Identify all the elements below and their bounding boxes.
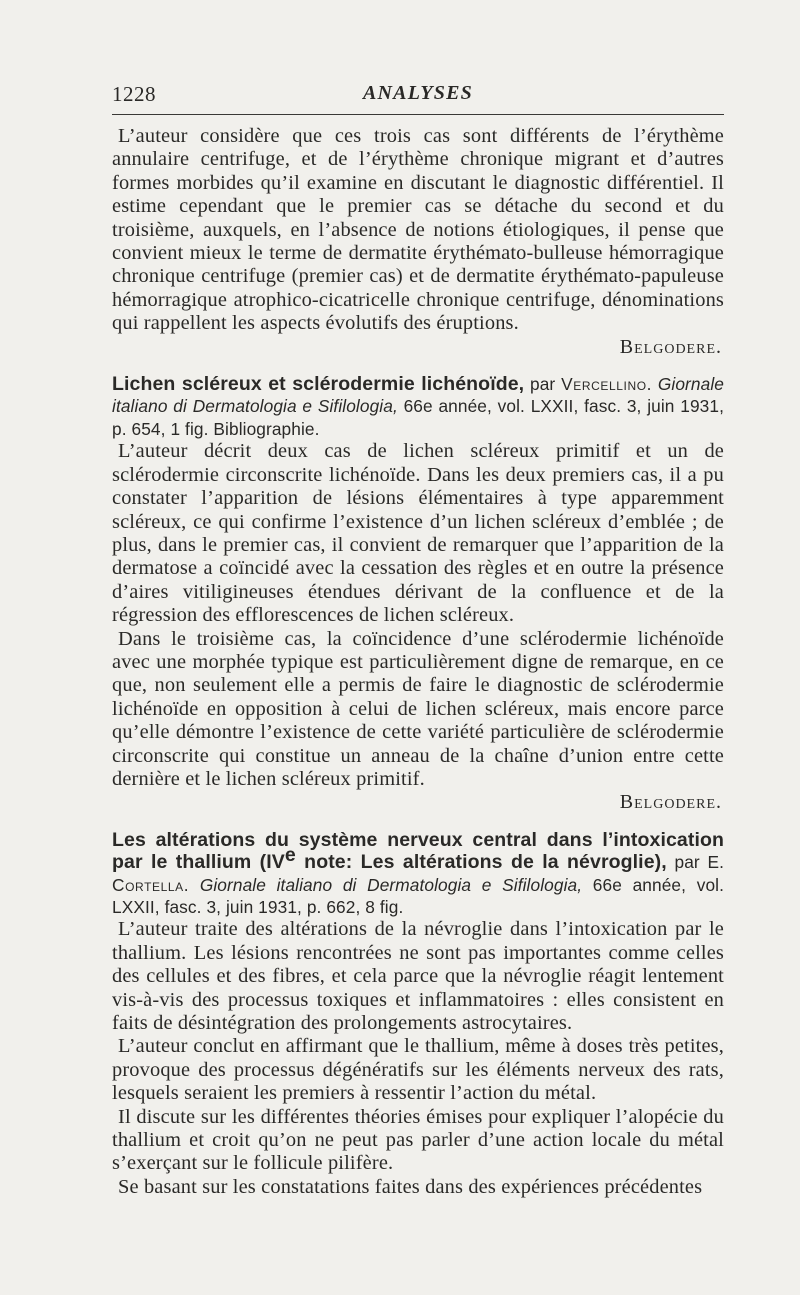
signature: Belgodere. [619, 791, 722, 814]
page-body [112, 125, 724, 1199]
signature: Belgodere. [619, 335, 722, 358]
running-title: ANALYSES [362, 82, 473, 104]
page-header [112, 82, 724, 110]
entry-paragraph: L’auteur décrit deux cas de lichen scléreux primitif et un de sclérodermie circonscrite lichénoïde. Dans les deux premiers cas, il a pu constater l’apparition de lésions élémentaires à type apparemment scléreux, ce qui confirme l’existence d’un lichen scléreux d’emblée ; de plus, dans le premier cas, il convient de remarquer que l’apparition de la dermatose a coïncidé avec la cessation des règles et en outre la présence d’aires vitiligineuses étendues dérivant de la confluence et de la régression des efflorescences de lichen scléreux. [112, 440, 724, 627]
entry-author: Cortella. [112, 874, 190, 895]
entry-author: Vercellino. [561, 374, 653, 395]
entry-paragraph: L’auteur conclut en affirmant que le thallium, même à doses très petites, provoque des processus dégénératifs sur les éléments nerveux des rats, lesquels seraient les premiers à ressentir l’action du métal. [112, 1035, 724, 1105]
entry-journal: Giornale italiano di Dermatologia e Sifilologia, [189, 874, 583, 895]
entry-title-part: note: Les altérations de la névroglie), [295, 851, 667, 874]
entry-heading [112, 373, 724, 440]
entry-paragraph: Se basant sur les constatations faites dans des expériences précédentes [118, 1175, 703, 1198]
entry-paragraph: L’auteur traite des altérations de la névroglie dans l’intoxication par le thallium. Les lésions rencontrées ne sont pas importantes comme celles des cellules et des fibres, et cela parce que la névroglie réagit lentement vis-à-vis des processus toxiques et inflammatoires : elles consistent en faits de désintégration des prolongements astrocytaires. [112, 918, 724, 1035]
entry-by: par [524, 374, 562, 395]
entry-paragraph: Il discute sur les différentes théories émises pour expliquer l’alopécie du thallium et croit qu’on ne peut pas parler d’une action locale du métal s’exerçant sur le follicule pilifère. [112, 1105, 724, 1175]
page-number: 1228 [112, 82, 156, 106]
entry-paragraph: Dans le troisième cas, la coïncidence d’une sclérodermie lichénoïde avec une morphée typique est particulièrement digne de remarque, en ce que, non seulement elle a permis de faire le diagnostic de sclérodermie lichénoïde en opposition à celui de lichen scléreux, mais encore parce qu’elle démontre l’existence de cette variété particulière de sclérodermie circonscrite qui constitue un anneau de la chaîne d’union entre cette dernière et le lichen scléreux primitif. [112, 627, 724, 790]
entry-details: 66e année, vol. LXXII, fasc. 3, juin 1931, p. 662, 8 fig. [112, 874, 724, 917]
entry-title-superscript: e [284, 844, 296, 867]
entry-heading [112, 829, 724, 919]
entry-journal: Giornale italiano di Dermatologia e Sifilologia, [112, 374, 724, 417]
intro-paragraph: L’auteur considère que ces trois cas sont différents de l’érythème annulaire centrifuge, et de l’érythème chronique migrant et d’autres formes morbides qu’il examine en discutant le diagnostic différentiel. Il estime cependant que le premier cas se détache du second et du troisième, auxquels, en l’absence de notions étiologiques, il pense que convient mieux le terme de dermatite érythémato-bulleuse hémorragique chronique centrifuge (premier cas) et de dermatite érythémato-papuleuse hémorragique atrophico-cicatricelle chronique centrifuge, dénominations qui rappellent les aspects évolutifs des éruptions. [112, 125, 724, 335]
entry-title-part: Les altérations du système nerveux central dans l’intoxication par le thallium (IV [112, 828, 724, 874]
entry-details: 66e année, vol. LXXII, fasc. 3, juin 1931, p. 654, 1 fig. Bibliographie. [112, 396, 724, 439]
header-rule [112, 114, 724, 115]
entry-by: par E. [666, 852, 725, 873]
entry-title: Lichen scléreux et sclérodermie lichénoïde, [112, 373, 525, 396]
